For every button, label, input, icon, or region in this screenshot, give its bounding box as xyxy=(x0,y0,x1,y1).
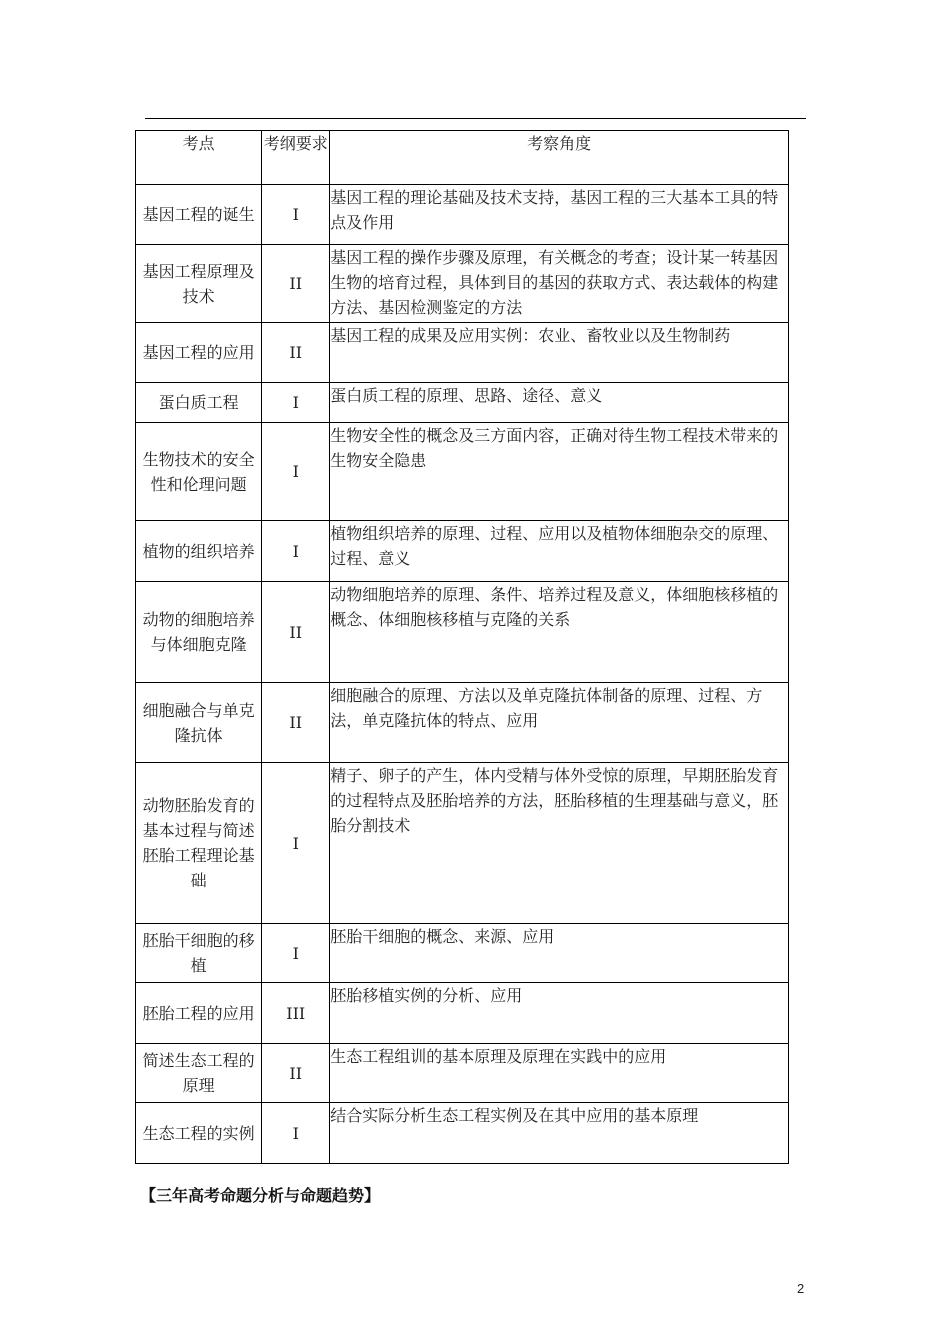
row-point: 基因工程的应用 xyxy=(136,323,262,383)
row-requirement: II xyxy=(262,582,330,683)
exam-outline-table xyxy=(135,130,789,1164)
row-requirement: II xyxy=(262,683,330,763)
row-angle: 精子、卵子的产生，体内受精与体外受惊的原理，早期胚胎发育的过程特点及胚胎培养的方法，胚胎移植的生理基础与意义，胚胎分割技术 xyxy=(330,763,789,924)
header-rule xyxy=(145,118,806,119)
row-point: 蛋白质工程 xyxy=(136,383,262,423)
row-point: 基因工程原理及技术 xyxy=(136,245,262,323)
row-requirement: I xyxy=(262,924,330,983)
row-angle: 基因工程的操作步骤及原理，有关概念的考查；设计某一转基因生物的培育过程，具体到目的基因的获取方式、表达载体的构建方法、基因检测鉴定的方法 xyxy=(330,245,789,323)
row-angle: 结合实际分析生态工程实例及在其中应用的基本原理 xyxy=(330,1103,789,1164)
table-row xyxy=(136,185,789,245)
row-angle: 细胞融合的原理、方法以及单克隆抗体制备的原理、过程、方法，单克隆抗体的特点、应用 xyxy=(330,683,789,763)
table-row xyxy=(136,763,789,924)
row-requirement: I xyxy=(262,763,330,924)
row-point: 生物技术的安全性和伦理问题 xyxy=(136,423,262,521)
row-angle: 基因工程的成果及应用实例：农业、畜牧业以及生物制药 xyxy=(330,323,789,383)
header-requirement: 考纲要求 xyxy=(262,131,330,185)
table-row xyxy=(136,683,789,763)
table-row xyxy=(136,423,789,521)
row-angle: 胚胎移植实例的分析、应用 xyxy=(330,983,789,1044)
section-title: 【三年高考命题分析与命题趋势】 xyxy=(140,1186,381,1205)
row-requirement: III xyxy=(262,983,330,1044)
page-number: 2 xyxy=(797,1281,805,1296)
row-requirement: I xyxy=(262,1103,330,1164)
row-point: 生态工程的实例 xyxy=(136,1103,262,1164)
row-angle: 生物安全性的概念及三方面内容，正确对待生物工程技术带来的生物安全隐患 xyxy=(330,423,789,521)
row-point: 动物胚胎发育的基本过程与简述胚胎工程理论基础 xyxy=(136,763,262,924)
row-point: 细胞融合与单克隆抗体 xyxy=(136,683,262,763)
table-row xyxy=(136,521,789,582)
row-requirement: II xyxy=(262,323,330,383)
table-row xyxy=(136,983,789,1044)
row-point: 基因工程的诞生 xyxy=(136,185,262,245)
header-angle: 考察角度 xyxy=(330,131,789,185)
table-row xyxy=(136,582,789,683)
row-point: 胚胎干细胞的移植 xyxy=(136,924,262,983)
row-point: 胚胎工程的应用 xyxy=(136,983,262,1044)
row-requirement: II xyxy=(262,1044,330,1103)
row-angle: 蛋白质工程的原理、思路、途径、意义 xyxy=(330,383,789,423)
row-angle: 基因工程的理论基础及技术支持，基因工程的三大基本工具的特点及作用 xyxy=(330,185,789,245)
row-angle: 植物组织培养的原理、过程、应用以及植物体细胞杂交的原理、过程、意义 xyxy=(330,521,789,582)
row-point: 简述生态工程的原理 xyxy=(136,1044,262,1103)
header-point: 考点 xyxy=(136,131,262,185)
row-angle: 生态工程组训的基本原理及原理在实践中的应用 xyxy=(330,1044,789,1103)
row-angle: 胚胎干细胞的概念、来源、应用 xyxy=(330,924,789,983)
row-requirement: I xyxy=(262,185,330,245)
row-angle: 动物细胞培养的原理、条件、培养过程及意义，体细胞核移植的概念、体细胞核移植与克隆的关系 xyxy=(330,582,789,683)
table-row xyxy=(136,383,789,423)
table-row xyxy=(136,323,789,383)
table-row xyxy=(136,1103,789,1164)
row-point: 动物的细胞培养与体细胞克隆 xyxy=(136,582,262,683)
table-row xyxy=(136,245,789,323)
table-header-row xyxy=(136,131,789,185)
row-point: 植物的组织培养 xyxy=(136,521,262,582)
row-requirement: I xyxy=(262,383,330,423)
table-row xyxy=(136,924,789,983)
row-requirement: I xyxy=(262,423,330,521)
row-requirement: II xyxy=(262,245,330,323)
table-row xyxy=(136,1044,789,1103)
row-requirement: I xyxy=(262,521,330,582)
